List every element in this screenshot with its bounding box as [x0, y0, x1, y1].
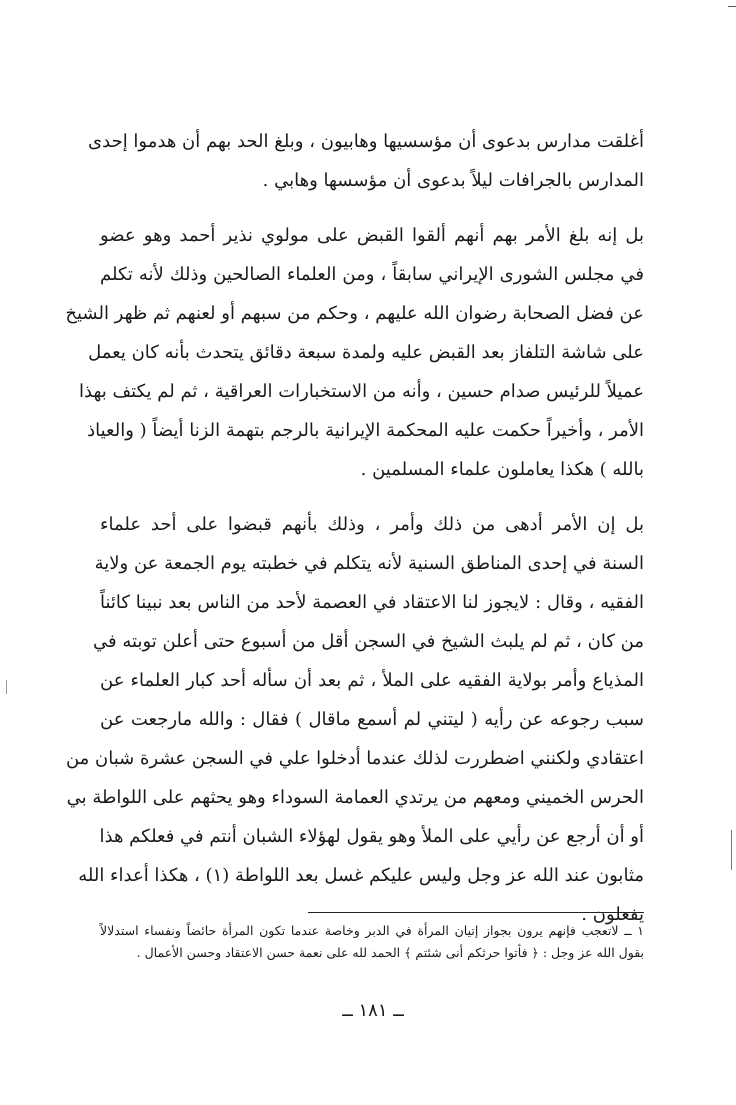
text-line: بالله ) هكذا يعاملون علماء المسلمين .	[360, 459, 644, 480]
text-line: في مجلس الشورى الإيراني سابقاً ، ومن العلماء الصالحين وذلك لأنه تكلم	[100, 264, 644, 285]
text-line: عن فضل الصحابة رضوان الله عليهم ، وحكم من سبهم أو لعنهم ثم ظهر الشيخ	[65, 303, 644, 324]
text-line: المدارس بالجرافات ليلاً بدعوى أن مؤسسها وهابي .	[262, 170, 644, 191]
text-line: بل إنه بلغ الأمر بهم أنهم ألقوا القبض على مولوي نذير أحمد وهو عضو	[100, 225, 644, 246]
footnote-line: ١ ــ لاتعجب فإنهم يرون بجواز إتيان المرأة في الدبر وخاصة عندما تكون المرأة حائضاً ونفساء استدلالاً	[100, 923, 644, 938]
text-line: أو أن أرجع عن رأيي على الملأ وهو يقول لهؤلاء الشبان أنتم في فعلكم هذا	[99, 826, 644, 847]
text-line: أغلقت مدارس بدعوى أن مؤسسيها وهابيون ، وبلغ الحد بهم أن هدموا إحدى	[88, 131, 644, 152]
text-line: الأمر ، وأخيراً حكمت عليه المحكمة الإيرانية بالرجم بتهمة الزنا أيضاً ( والعياذ	[87, 420, 644, 441]
text-line: يفعلون .	[581, 904, 644, 925]
scan-artifact	[6, 680, 7, 694]
text-line: عميلاً للرئيس صدام حسين ، وأنه من الاستخبارات العراقية ، ثم لم يكتف بهذا	[79, 381, 644, 402]
page-number: ــ ١٨١ ــ	[342, 1000, 404, 1021]
text-line: من كان ، ثم لم يلبث الشيخ في السجن أقل من أسبوع حتى أعلن توبته في	[93, 631, 644, 652]
text-line: مثابون عند الله عز وجل وليس عليكم غسل بعد اللواطة (١) ، هكذا أعداء الله	[78, 865, 644, 886]
footnote	[100, 920, 644, 964]
text-line: سبب رجوعه عن رأيه ( ليتني لم أسمع ماقال ) فقال : والله مارجعت عن	[100, 709, 644, 730]
text-line: اعتقادي ولكنني اضطررت لذلك عندما أدخلوا علي في السجن عشرة شبان من	[65, 748, 644, 769]
text-line: بل إن الأمر أدهى من ذلك وأمر ، وذلك بأنهم قبضوا على أحد علماء	[100, 514, 644, 535]
text-line: المذياع وأمر بولاية الفقيه على الملأ ، ثم بعد أن سأله أحد كبار العلماء عن	[100, 670, 644, 691]
body-text	[65, 122, 644, 934]
paragraph-2	[65, 216, 644, 489]
scan-artifact	[731, 830, 732, 870]
text-line: الفقيه ، وقال : لايجوز لنا الاعتقاد في العصمة لأحد من الناس بعد نبينا كائناً	[100, 592, 644, 613]
paragraph-1	[88, 122, 644, 200]
paragraph-3	[65, 505, 644, 934]
text-line: على شاشة التلفاز بعد القبض عليه ولمدة سبعة دقائق يتحدث بأنه كان يعمل	[88, 342, 644, 363]
footnote-line: بقول الله عز وجل : ﴿ فأتوا حرثكم أنى شئتم ﴾ الحمد لله على نعمة حسن الاعتقاد وحسن الأعمال .	[136, 945, 644, 960]
footnote-divider	[308, 912, 644, 913]
text-line: السنة في إحدى المناطق السنية لأنه يتكلم في خطبته يوم الجمعة عن ولاية	[94, 553, 644, 574]
scan-artifact	[728, 6, 736, 7]
text-line: الحرس الخميني ومعهم من يرتدي العمامة السوداء وهو يحثهم على اللواطة بي	[66, 787, 644, 808]
